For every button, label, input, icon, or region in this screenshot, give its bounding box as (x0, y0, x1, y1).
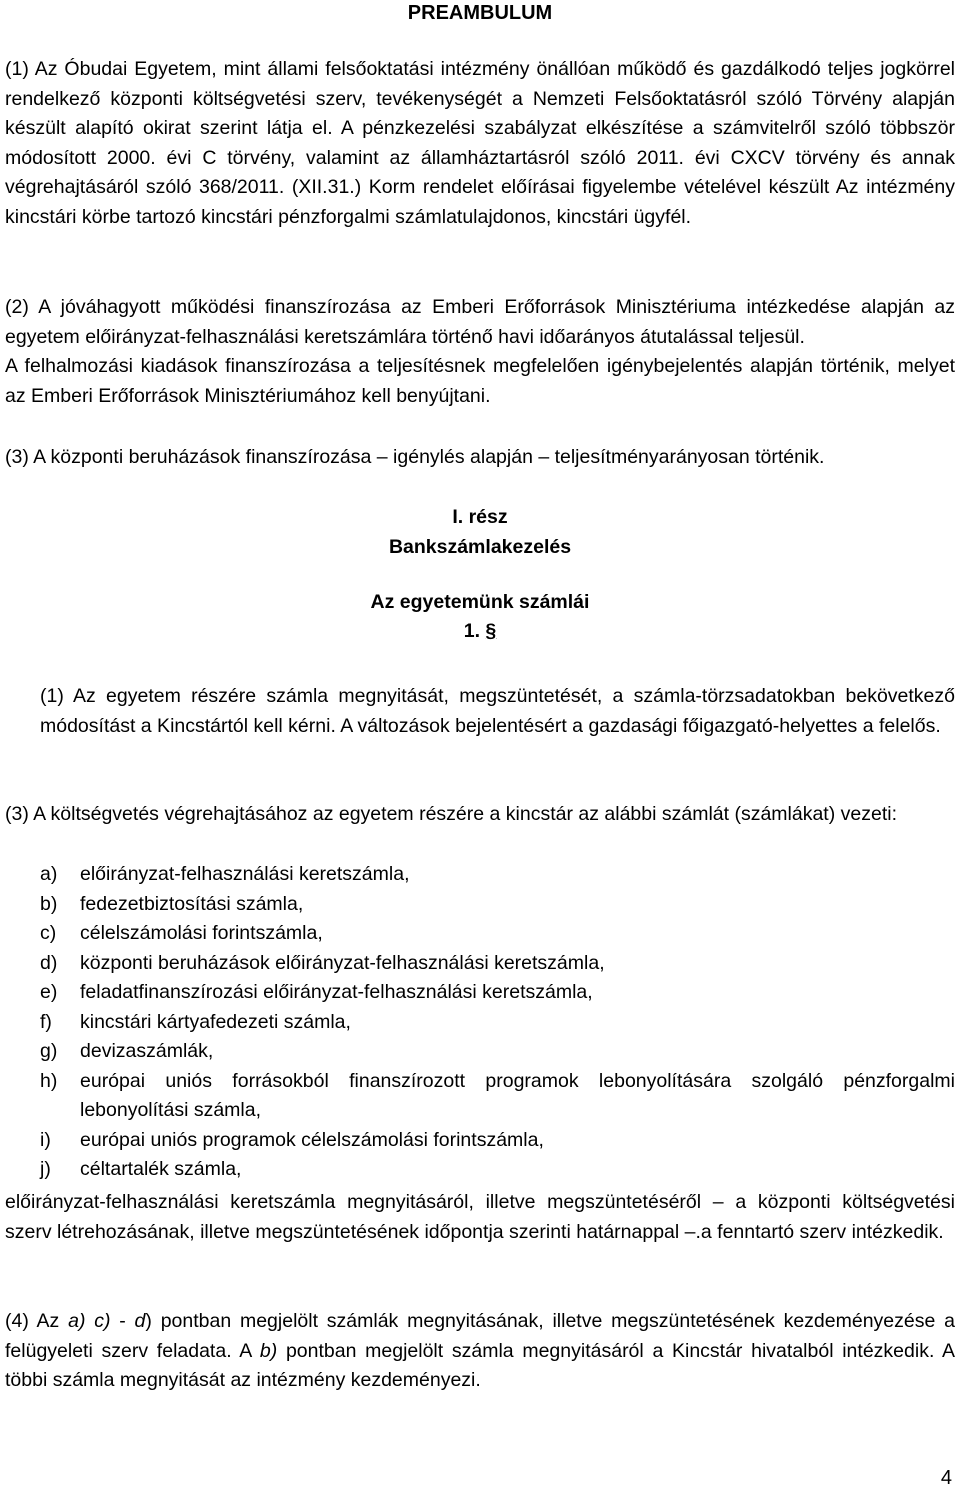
section-symbol: § (485, 620, 497, 642)
section-paragraph-1: (1) Az egyetem részére számla megnyitását, megszüntetését, a számla-törzsadatokban bekövetkező módosítást a Kincstártól kell kérni. A változások bejelentésért a gazdasági főigazgató-helyettes a felelős. (40, 685, 955, 737)
list-item: h) európai uniós forrásokból finanszírozott programok lebonyolítására szolgáló pénzforgalmi lebonyolítási számla, (40, 1069, 955, 1121)
list-item: e) feladatfinanszírozási előirányzat-felhasználási keretszámla, (40, 981, 593, 1003)
list-item: c) célelszámolási forintszámla, (40, 922, 323, 944)
page-number: 4 (940, 1466, 952, 1489)
list-item: d) központi beruházások előirányzat-felhasználási keretszámla, (40, 951, 605, 974)
part-title: Bankszámlakezelés (388, 536, 572, 558)
section-paragraph-3-intro: (3) A költségvetés végrehajtásához az egyetem részére a kincstár az alábbi számlát (számlákat) vezeti: (5, 803, 897, 825)
section-paragraph-4: (4) Az a) c) - d) pontban megjelölt számlák megnyitásának, illetve megszüntetésének kezdeményezése a felügyeleti szerv feladata. A b) pontban megjelölt számla megnyitásáról a Kincstár hivatalból intézkedik. A többi számla megnyitását az intézmény kezdeményezi. (5, 1310, 955, 1391)
preamble-paragraph-2b: A felhalmozási kiadások finanszírozása a teljesítésnek megfelelően igénybejelentés alapján történik, melyet az Emberi Erőforrások Minisztériumához kell benyújtani. (5, 355, 955, 407)
list-item: i) európai uniós programok célelszámolási forintszámla, (40, 1128, 544, 1151)
section-number: 1. (463, 620, 480, 642)
list-item: a) előirányzat-felhasználási keretszámla, (40, 863, 410, 885)
section-number-line (0, 617, 960, 647)
preamble-paragraph-2a: (2) A jóváhagyott működési finanszírozása az Emberi Erőforrások Minisztériuma intézkedése alapján az egyetem előirányzat-felhasználási keretszámlára történő havi időarányos átutalással teljesül. (5, 296, 955, 348)
section-paragraph-3-outro: előirányzat-felhasználási keretszámla megnyitásáról, illetve megszüntetéséről – a központi költségvetési szerv létrehozásának, illetve megszüntetésének időpontja szerinti határnappal –.a fenntartó szerv intézkedik. (5, 1191, 955, 1243)
preamble-paragraph-1: (1) Az Óbudai Egyetem, mint állami felsőoktatási intézmény önállóan működő és gazdálkodó teljes jogkörrel rendelkező központi költségvetési szerv, tevékenységét a Nemzeti Felsőoktatásról szóló Törvény alapján készült alapító okirat szerint látja el. A pénzkezelési szabályzat elkészítése a számvitelről szóló többször módosított 2000. évi C törvény, valamint az államháztartásról szóló 2011. évi CXCV törvény és annak végrehajtásáról szóló 368/2011. (XII.31.) Korm rendelet előírásai figyelembe vételével készült Az intézmény kincstári körbe tartozó kincstári pénzforgalmi számlatulajdonos, kincstári ügyfél. (5, 58, 955, 228)
section-heading: Az egyetemünk számlái (370, 591, 590, 613)
list-item: f) kincstári kártyafedezeti számla, (40, 1010, 351, 1033)
part-number: I. rész (452, 506, 508, 528)
list-item: j) céltartalék számla, (40, 1158, 242, 1180)
account-list (40, 860, 955, 1185)
list-item: g) devizaszámlák, (40, 1040, 214, 1062)
list-item: b) fedezetbiztosítási számla, (40, 892, 304, 915)
preamble-paragraph-3: (3) A központi beruházások finanszírozása – igénylés alapján – teljesítményarányosan történik. (5, 446, 825, 468)
page-title: PREAMBULUM (407, 2, 553, 24)
